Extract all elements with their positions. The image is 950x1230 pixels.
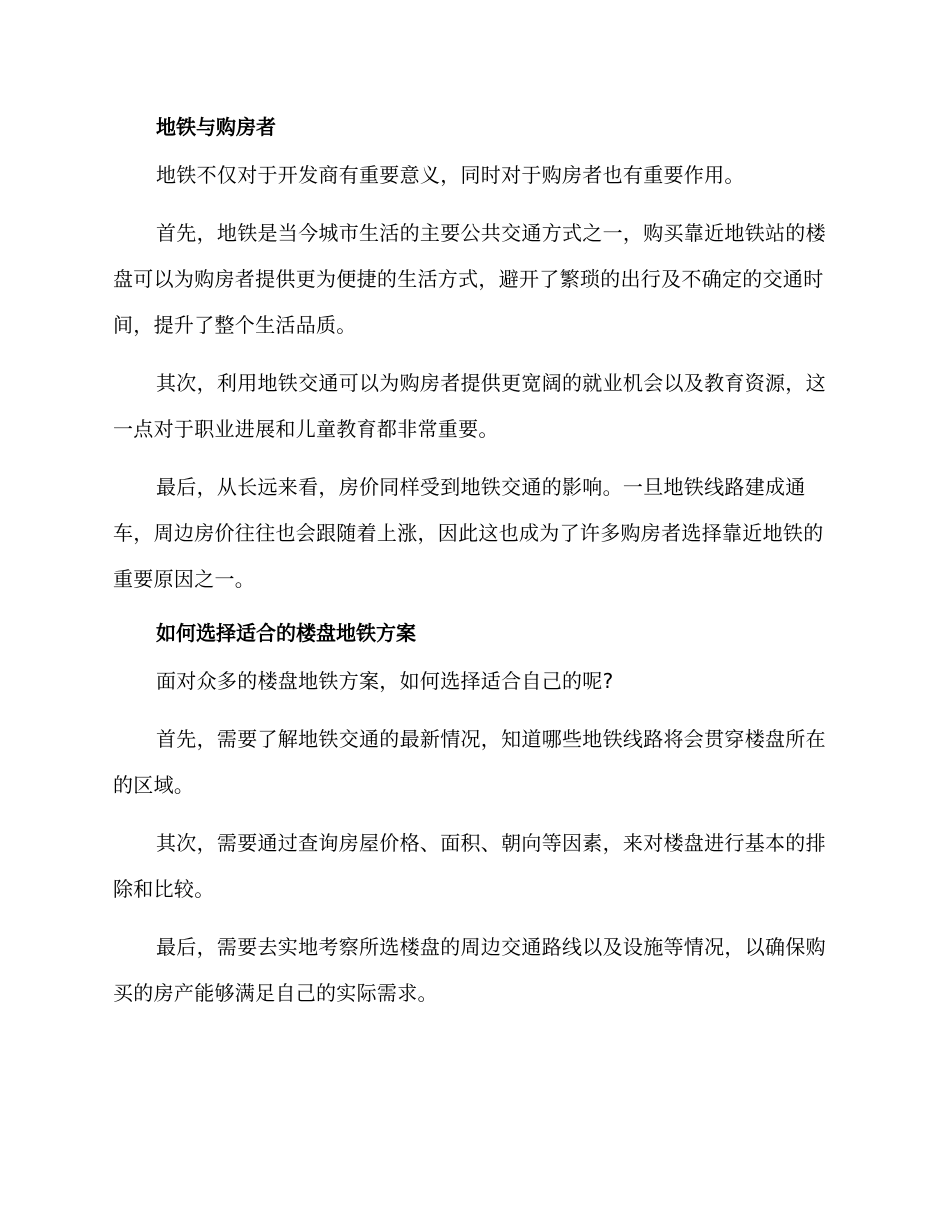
paragraph: 面对众多的楼盘地铁方案，如何选择适合自己的呢? — [156, 669, 614, 693]
paragraph: 首先，需要了解地铁交通的最新情况，知道哪些地铁线路将会贯穿楼盘所在的区域。 — [113, 727, 826, 797]
paragraph: 最后，从长远来看，房价同样受到地铁交通的影响。一旦地铁线路建成通车，周边房价往往也会跟随着上涨，因此这也成为了许多购房者选择靠近地铁的重要原因之一。 — [113, 475, 824, 591]
paragraph: 其次，利用地铁交通可以为购房者提供更宽阔的就业机会以及教育资源，这一点对于职业进展和儿童教育都非常重要。 — [113, 371, 826, 441]
section-heading-subway-and-buyers: 地铁与购房者 — [156, 115, 276, 139]
paragraph: 地铁不仅对于开发商有重要意义，同时对于购房者也有重要作用。 — [156, 163, 745, 187]
paragraph: 首先，地铁是当今城市生活的主要公共交通方式之一，购买靠近地铁站的楼盘可以为购房者提供更为便捷的生活方式，避开了繁琐的出行及不确定的交通时间，提升了整个生活品质。 — [113, 221, 826, 337]
paragraph: 最后，需要去实地考察所选楼盘的周边交通路线以及设施等情况，以确保购买的房产能够满足自己的实际需求。 — [113, 935, 826, 1005]
paragraph: 其次，需要通过查询房屋价格、面积、朝向等因素，来对楼盘进行基本的排除和比较。 — [113, 831, 826, 901]
section-heading-how-to-choose: 如何选择适合的楼盘地铁方案 — [156, 621, 416, 645]
